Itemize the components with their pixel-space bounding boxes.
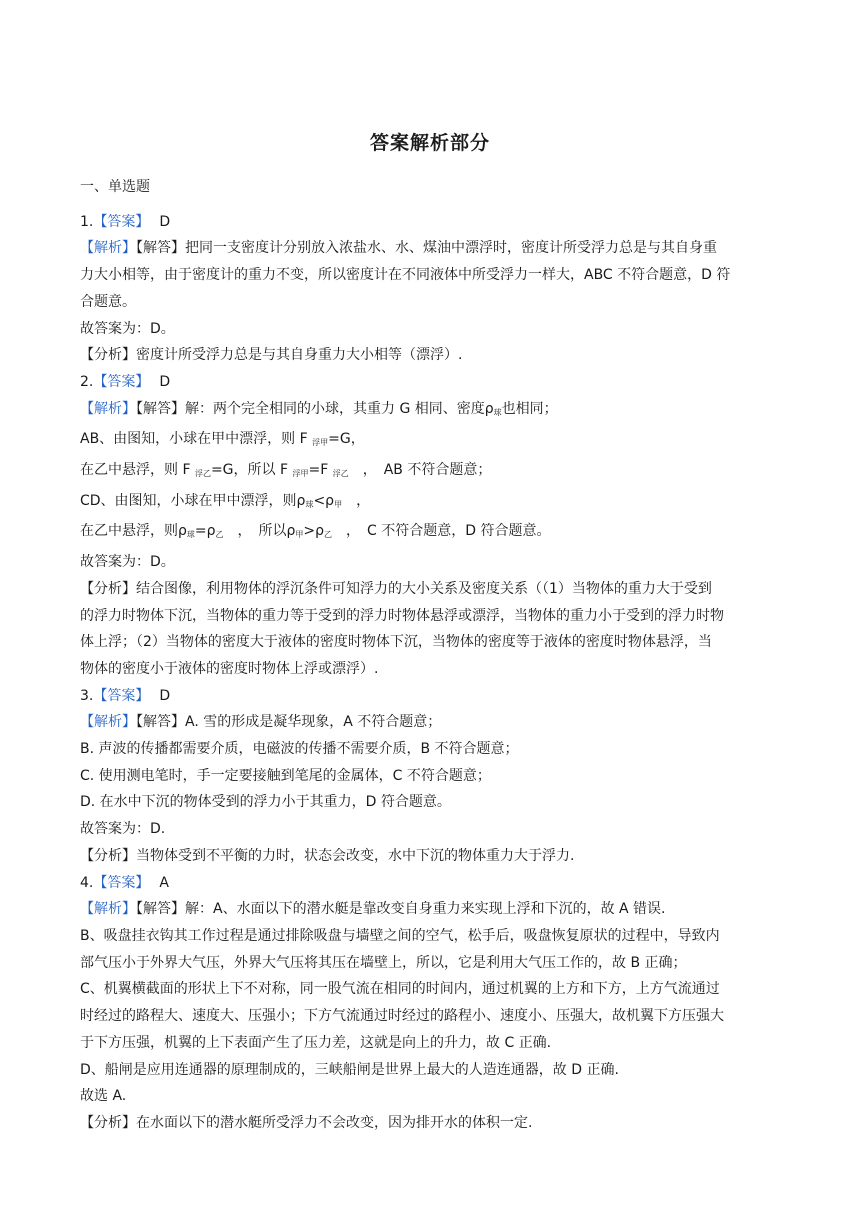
answer-tag: 【答案】 (93, 687, 150, 704)
explanation-line: 【解析】【解答】把同一支密度计分别放入浓盐水、水、煤油中漂浮时，密度计所受浮力总是与其自身重 (80, 240, 717, 257)
answer-line (80, 369, 786, 396)
answer-value: D (159, 687, 171, 704)
question-number: 4. (80, 874, 94, 891)
answer-line (80, 870, 786, 897)
conclusion-line: 故答案为：D. (80, 821, 166, 838)
explanation-line: 在乙中悬浮，则$\rho_球=\rho_乙$ ， 所以$\rho_甲>\rho_乙$ ， C 不符合题意，D 符合题意。 (80, 523, 551, 540)
answer-value: A (159, 874, 169, 891)
question-3 (80, 683, 786, 870)
explanation-line: D、船闸是应用连通器的原理制成的，三峡船闸是世界上最大的人造连通器，故 D 正确. (80, 1061, 619, 1078)
question-4 (80, 870, 786, 1137)
conclusion-line: 故选 A. (80, 1088, 127, 1105)
explanation-line: B. 声波的传播都需要介质，电磁波的传播不需要介质，B 不符合题意； (80, 741, 519, 758)
analysis-line: 【分析】在水面以下的潜水艇所受浮力不会改变，因为排开水的体积一定. (80, 1114, 533, 1131)
analysis-line: 物体的密度小于液体的密度时物体上浮或漂浮）. (80, 660, 379, 677)
explanation-line: CD、由图知，小球在甲中漂浮，则$\rho_球<\rho_甲$ ， (80, 492, 371, 509)
answer-line (80, 209, 786, 236)
explanation-line: 于下方压强，机翼的上下表面产生了压力差，这就是向上的升力，故 C 正确. (80, 1034, 552, 1051)
jiexi-tag: 【解析】 (80, 714, 136, 731)
analysis-line: 【分析】当物体受到不平衡的力时，状态会改变，水中下沉的物体重力大于浮力. (80, 847, 575, 864)
answer-tag: 【答案】 (93, 874, 150, 891)
conclusion-line: 故答案为：D。 (80, 320, 175, 337)
explanation-line: 力大小相等，由于密度计的重力不变，所以密度计在不同液体中所受浮力一样大，ABC 不符合题意，D 符 (80, 267, 731, 284)
explanation-line: 【解析】【解答】解：A、水面以下的潜水艇是靠改变自身重力来实现上浮和下沉的，故 A 错误. (80, 901, 666, 918)
explanation-line: 合题意。 (80, 293, 136, 310)
section-heading: 一、单选题 (80, 179, 150, 195)
analysis-line: 【分析】密度计所受浮力总是与其自身重力大小相等（漂浮）. (80, 347, 463, 364)
question-number: 3. (80, 687, 94, 704)
analysis-line: 【分析】结合图像，利用物体的浮沉条件可知浮力的大小关系及密度关系（（1）当物体的重力大于受到 (80, 580, 712, 597)
jiexi-tag: 【解析】 (80, 400, 136, 417)
explanation-line: C、机翼横截面的形状上下不对称，同一股气流在相同的时间内，通过机翼的上方和下方，上方气流通过 (80, 981, 720, 998)
explanation-line: 时经过的路程大、速度大、压强小；下方气流通过时经过的路程小、速度小、压强大，故机翼下方压强大 (80, 1008, 724, 1025)
explanation-line: B、吸盘挂衣钩其工作过程是通过排除吸盘与墙壁之间的空气，松手后，吸盘恢复原状的过程中，导致内 (80, 927, 720, 944)
jiexi-tag: 【解析】 (80, 240, 136, 257)
answer-line (80, 683, 786, 710)
question-1 (80, 209, 786, 369)
question-2 (80, 369, 786, 683)
answer-content (80, 174, 786, 1137)
answer-tag: 【答案】 (93, 213, 150, 230)
explanation-line: C. 使用测电笔时，手一定要接触到笔尾的金属体，C 不符合题意； (80, 767, 491, 784)
answer-value: D (159, 213, 171, 230)
answer-value: D (159, 373, 171, 390)
explanation-line: 在乙中悬浮，则 F $_{浮乙}$=G，所以 F $_{浮甲}$=F $_{浮乙}$ ， AB 不符合题意； (80, 462, 492, 479)
question-number: 1. (80, 213, 94, 230)
explanation-line: 部气压小于外界大气压，外界大气压将其压在墙壁上，所以，它是利用大气压工作的，故 B 正确； (80, 954, 687, 971)
analysis-line: 的浮力时物体下沉，当物体的重力等于受到的浮力时物体悬浮或漂浮，当物体的重力小于受到的浮力时物 (80, 607, 724, 624)
conclusion-line: 故答案为：D。 (80, 554, 175, 571)
jiexi-tag: 【解析】 (80, 901, 136, 918)
explanation-line: D. 在水中下沉的物体受到的浮力小于其重力，D 符合题意。 (80, 794, 451, 811)
explanation-line: 【解析】【解答】解：两个完全相同的小球，其重力 G 相同、密度$\rho_球$也相同； (80, 400, 558, 417)
explanation-line: 【解析】【解答】A. 雪的形成是凝华现象，A 不符合题意； (80, 714, 442, 731)
analysis-line: 体上浮；（2）当物体的密度大于液体的密度时物体下沉，当物体的密度等于液体的密度时物体悬浮，当 (80, 634, 712, 651)
explanation-line: AB、由图知，小球在甲中漂浮，则 F $_{浮甲}$=G， (80, 431, 365, 448)
page-title: 答案解析部分 (369, 132, 490, 154)
question-number: 2. (80, 373, 94, 390)
answer-tag: 【答案】 (93, 373, 150, 390)
